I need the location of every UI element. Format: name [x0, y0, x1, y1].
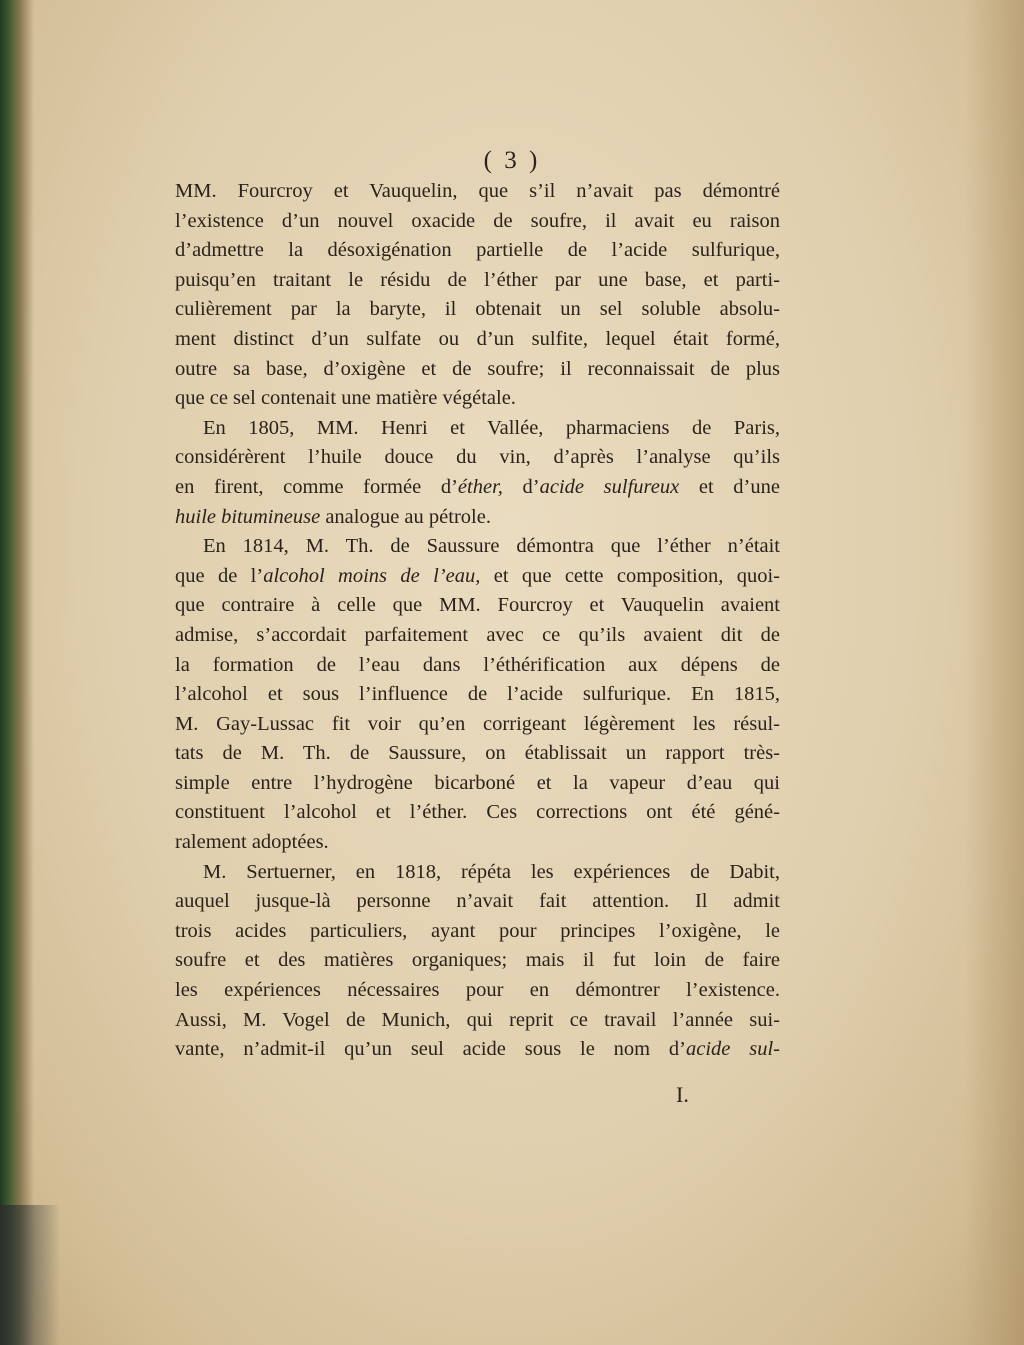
text-segment: d’admettre la désoxigénation partielle de l’acide sulfurique,	[175, 239, 780, 262]
text-segment: considérèrent l’huile douce du vin, d’après l’analyse qu’ils	[175, 446, 780, 469]
text-segment: ment distinct d’un sulfate ou d’un sulfite, lequel était formé,	[175, 327, 780, 350]
text-line	[175, 355, 780, 385]
text-segment: ralement adoptées.	[175, 831, 329, 854]
page-number: ( 3 )	[483, 147, 541, 174]
text-segment: les expériences nécessaires pour en démontrer l’existence.	[175, 979, 780, 1002]
text-line	[175, 562, 780, 592]
text-segment: En 1805, MM. Henri et Vallée, pharmaciens de Paris,	[203, 416, 780, 439]
text-segment: simple entre l’hydrogène bicarboné et la vapeur d’eau qui	[175, 771, 780, 794]
italic-text: acide sulfureux	[539, 475, 680, 498]
text-line	[175, 591, 780, 621]
text-line	[175, 946, 780, 976]
text-segment: soufre et des matières organiques; mais il fut loin de faire	[175, 949, 780, 972]
text-segment: analogue au pétrole.	[320, 505, 491, 528]
text-segment: M. Gay-Lussac fit voir qu’en corrigeant légèrement les résul-	[175, 712, 780, 735]
text-segment: l’alcohol et sous l’influence de l’acide sulfurique. En 1815,	[175, 683, 780, 706]
text-segment: que ce sel contenait une matière végétale.	[175, 387, 516, 410]
text-line	[175, 414, 780, 444]
text-line	[175, 887, 780, 917]
text-segment: en firent, comme formée d’	[175, 475, 458, 498]
italic-text: acide sul-	[686, 1038, 780, 1061]
text-line	[175, 680, 780, 710]
text-line	[175, 384, 780, 414]
text-line	[175, 710, 780, 740]
italic-text: éther,	[457, 475, 503, 498]
text-segment: M. Sertuerner, en 1818, répéta les expériences de Dabit,	[203, 860, 780, 883]
text-segment: auquel jusque-là personne n’avait fait attention. Il admit	[175, 890, 780, 913]
text-line	[175, 1006, 780, 1036]
page-right-shade	[964, 0, 1024, 1345]
text-line	[175, 917, 780, 947]
text-segment: MM. Fourcroy et Vauquelin, que s’il n’avait pas démontré	[175, 180, 780, 202]
text-segment: trois acides particuliers, ayant pour principes l’oxigène, le	[175, 919, 780, 942]
text-line	[175, 325, 780, 355]
text-segment: outre sa base, d’oxigène et de soufre; il reconnaissait de plus	[175, 357, 780, 380]
body-text	[175, 177, 780, 1065]
text-line	[175, 532, 780, 562]
text-segment: que contraire à celle que MM. Fourcroy et Vauquelin avaient	[175, 594, 780, 617]
text-line	[175, 739, 780, 769]
text-segment: d’	[502, 475, 540, 498]
text-segment: En 1814, M. Th. de Saussure démontra que l’éther n’était	[203, 535, 780, 558]
text-segment: Aussi, M. Vogel de Munich, qui reprit ce travail l’année sui-	[175, 1008, 780, 1031]
text-line	[175, 443, 780, 473]
text-line	[175, 828, 780, 858]
page-corner-shadow	[0, 1205, 60, 1345]
text-segment: tats de M. Th. de Saussure, on établissait un rapport très-	[175, 742, 780, 765]
text-line	[175, 858, 780, 888]
text-line	[175, 1035, 780, 1065]
text-segment: et que cette composition, quoi-	[480, 564, 780, 587]
text-segment: la formation de l’eau dans l’éthérification aux dépens de	[175, 653, 780, 676]
text-line	[175, 207, 780, 237]
text-line	[175, 177, 780, 207]
text-line	[175, 769, 780, 799]
text-segment: puisqu’en traitant le résidu de l’éther par une base, et parti-	[175, 268, 780, 291]
text-segment: culièrement par la baryte, il obtenait un sel soluble absolu-	[175, 298, 780, 321]
text-line	[175, 236, 780, 266]
italic-text: huile bitumineuse	[175, 505, 321, 528]
text-segment: l’existence d’un nouvel oxacide de soufre, il avait eu raison	[175, 209, 780, 232]
text-segment: vante, n’admit-il qu’un seul acide sous le nom d’	[175, 1038, 687, 1061]
text-line	[175, 798, 780, 828]
text-line	[175, 266, 780, 296]
page-binding-edge	[0, 0, 34, 1345]
text-line	[175, 976, 780, 1006]
text-line	[175, 473, 780, 503]
signature-mark: I.	[676, 1082, 689, 1107]
text-line	[175, 503, 780, 533]
text-segment: que de l’	[175, 564, 264, 587]
text-segment: admise, s’accordait parfaitement avec ce qu’ils avaient dit de	[175, 623, 780, 646]
text-line	[175, 651, 780, 681]
text-segment: constituent l’alcohol et l’éther. Ces corrections ont été géné-	[175, 801, 780, 824]
text-line	[175, 295, 780, 325]
text-line	[175, 621, 780, 651]
text-segment: et d’une	[679, 475, 780, 498]
italic-text: alcohol moins de l’eau,	[263, 564, 481, 587]
